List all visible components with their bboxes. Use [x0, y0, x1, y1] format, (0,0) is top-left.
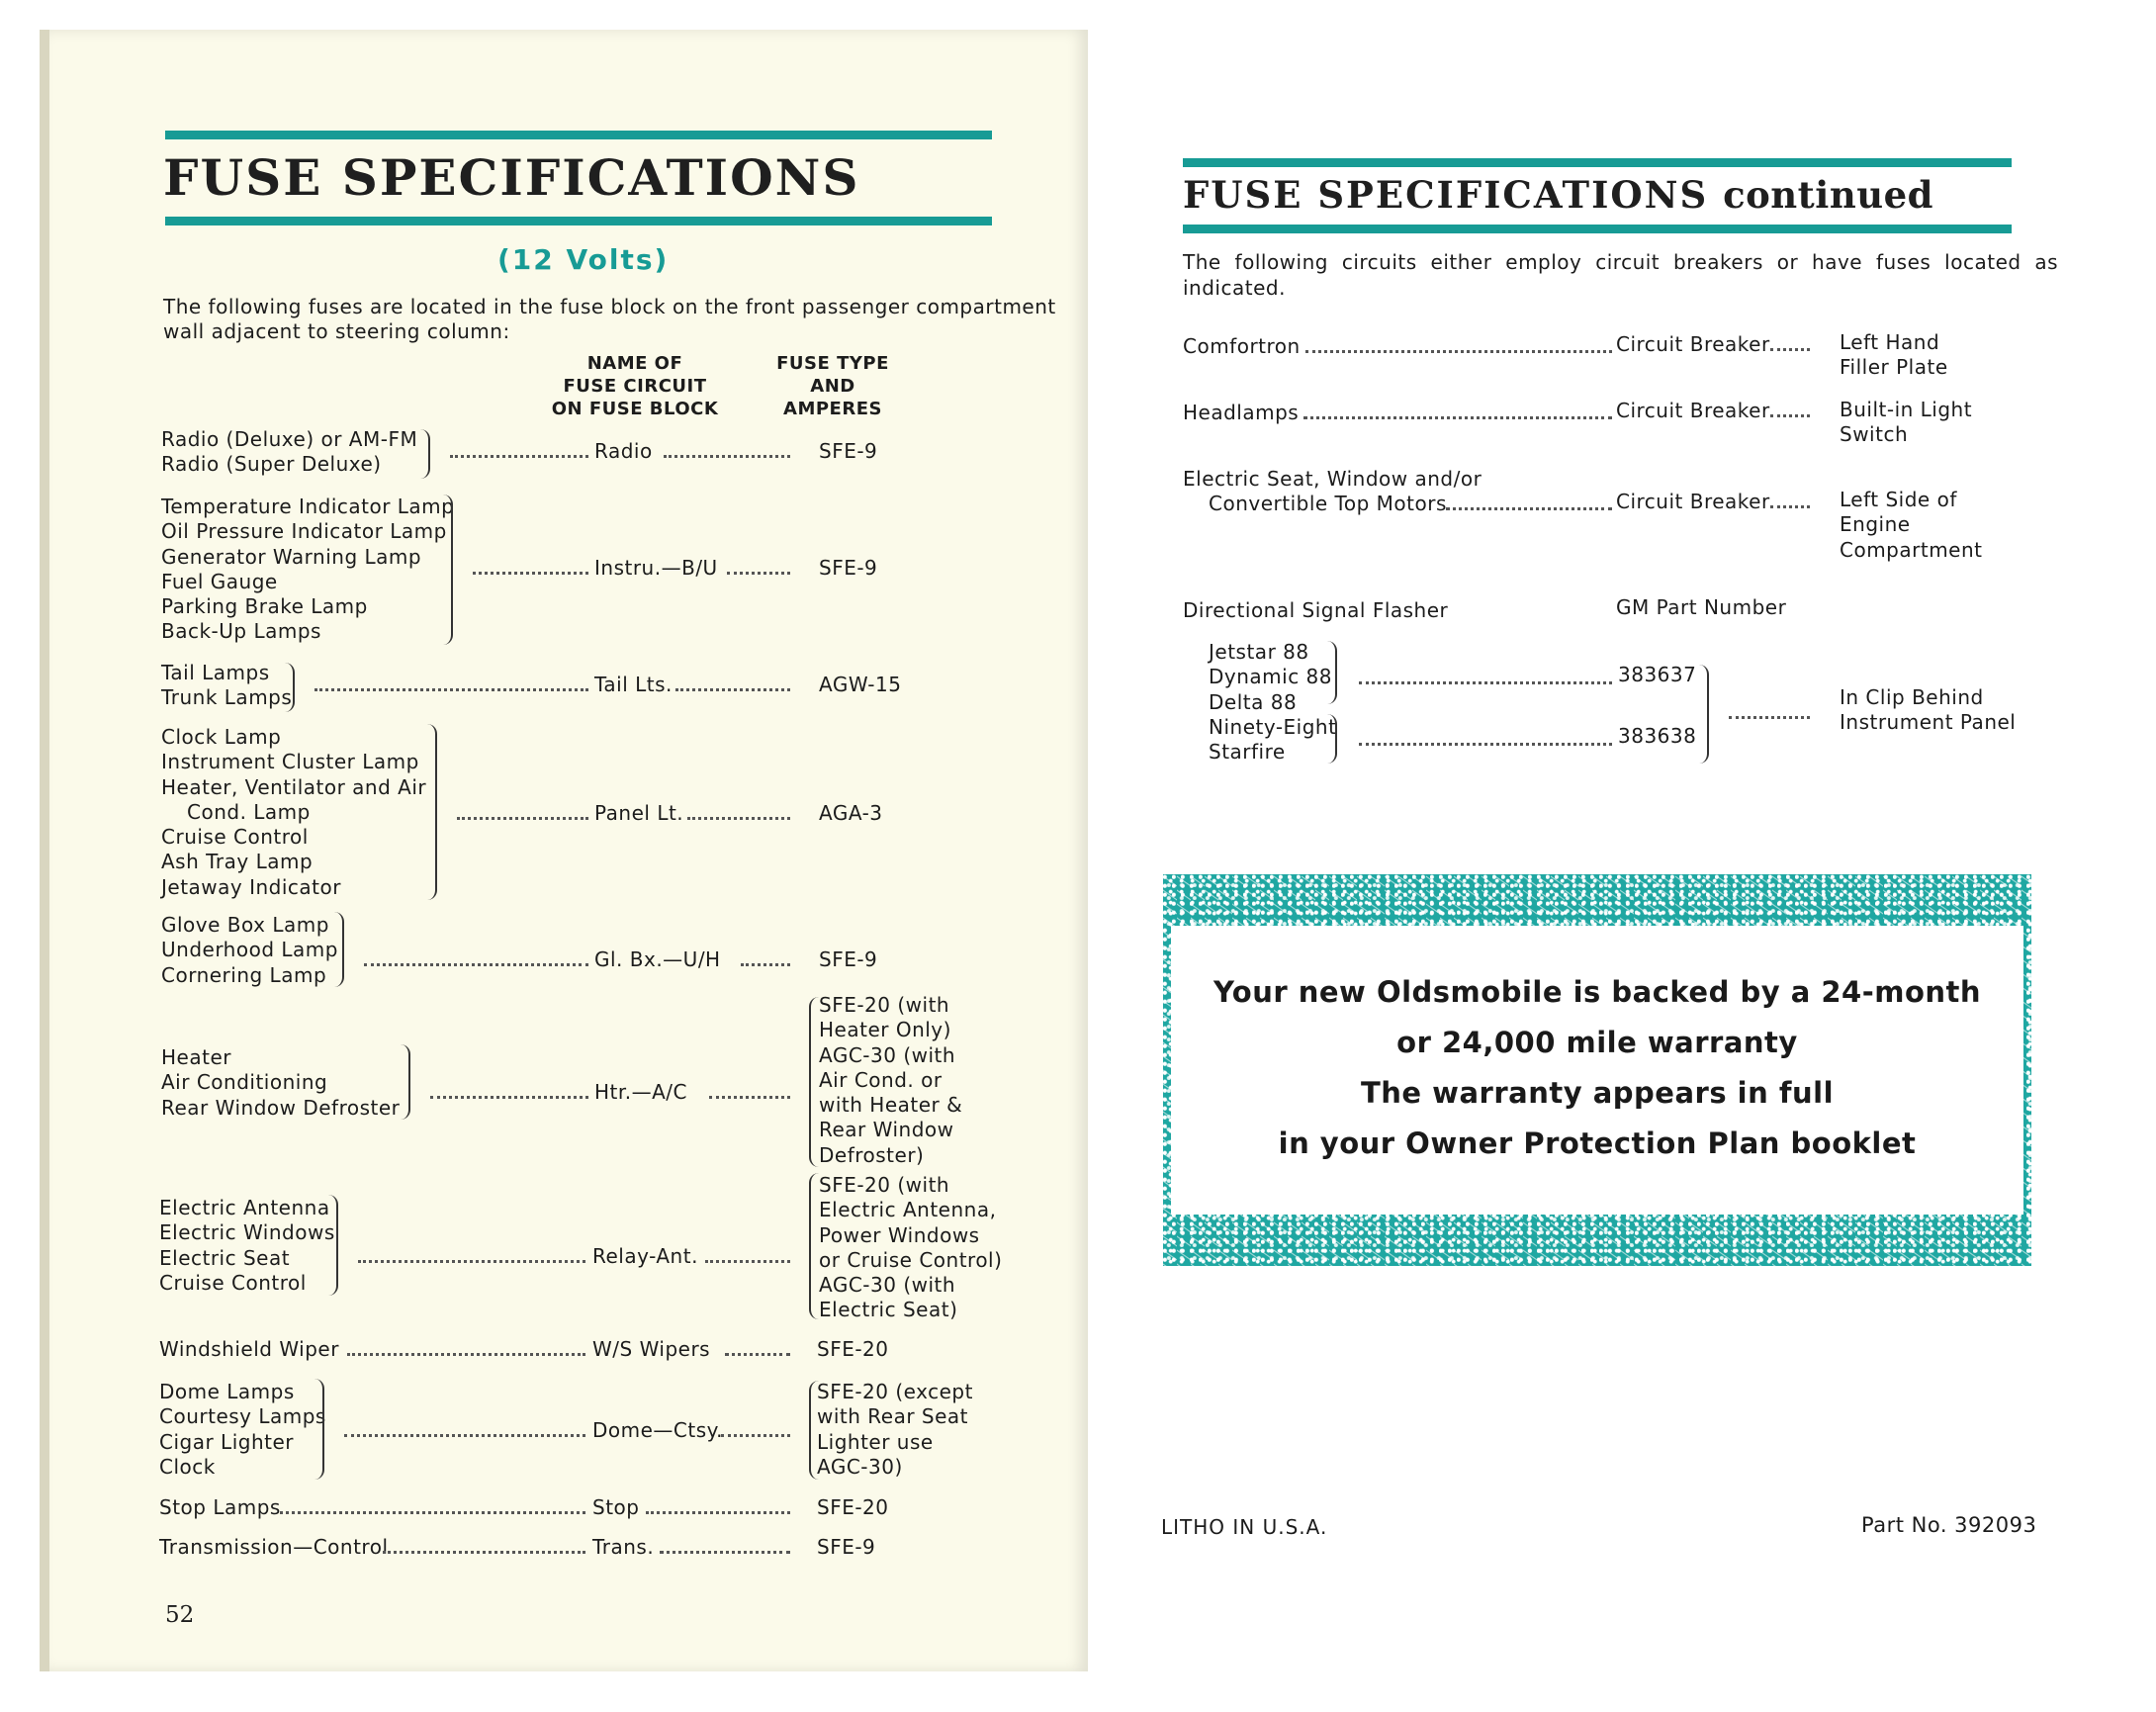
- leader-dots: [675, 688, 790, 691]
- part-number-2: 383638: [1618, 724, 1697, 748]
- brace: [334, 912, 344, 987]
- page-subtitle: (12 Volts): [497, 243, 670, 276]
- intro-line-2: indicated.: [1183, 276, 1286, 300]
- leader-dots: [347, 1353, 585, 1356]
- fuse-row-dome-circuit: Dome—Ctsy.: [592, 1418, 723, 1442]
- fuse-row-trans-circuit: Trans.: [592, 1535, 655, 1559]
- leader-dots: [725, 1353, 790, 1356]
- brace: [314, 1379, 324, 1480]
- leader-dots: [721, 1434, 790, 1437]
- intro-line-1: The following fuses are located in the fuse block on the front passenger compartment: [163, 295, 1056, 318]
- page-title: FUSE SPECIFICATIONS: [163, 148, 860, 207]
- fuse-row-dome-fuse: SFE-20 (except with Rear Seat Lighter use AGC-30): [817, 1380, 973, 1479]
- fuse-row-heater-fuse: SFE-20 (with Heater Only) AGC-30 (with Air Cond. or with Heater & Rear Window Defroster): [819, 993, 963, 1167]
- brace: [1327, 641, 1337, 704]
- leader-dots: [1770, 414, 1810, 417]
- fuse-row-tail-circuit: Tail Lts.: [594, 673, 673, 696]
- fuse-row-trans-items: Transmission—Control: [159, 1535, 389, 1559]
- litho-note: LITHO IN U.S.A.: [1161, 1515, 1328, 1539]
- title-suffix: continued: [1723, 173, 1934, 217]
- title-rule-bottom: [165, 217, 992, 225]
- leader-dots: [1305, 350, 1612, 353]
- brace: [809, 1173, 819, 1319]
- leader-dots: [1359, 681, 1612, 684]
- fuse-row-glove-fuse: SFE-9: [819, 947, 878, 971]
- fuse-row-wiper-circuit: W/S Wipers: [592, 1337, 711, 1361]
- fuse-row-glove-items: Glove Box Lamp Underhood Lamp Cornering Lamp: [161, 913, 338, 987]
- brace: [401, 1044, 410, 1120]
- breaker-electric-seat-type: Circuit Breaker: [1616, 490, 1770, 513]
- fuse-row-instru-circuit: Instru.—B/U: [594, 556, 718, 580]
- fuse-row-relay-items: Electric Antenna Electric Windows Electric Seat Cruise Control: [159, 1196, 335, 1295]
- page-title-continued: [1183, 172, 1933, 218]
- leader-dots: [364, 963, 588, 966]
- fuse-row-relay-fuse: SFE-20 (with Electric Antenna, Power Windows or Cruise Control) AGC-30 (with Electric Seat): [819, 1173, 1003, 1322]
- part-number-1: 383637: [1618, 663, 1697, 686]
- brace: [420, 429, 430, 479]
- leader-dots: [1729, 716, 1810, 719]
- leader-dots: [1770, 505, 1810, 508]
- brace: [328, 1195, 338, 1296]
- part-no: Part No. 392093: [1861, 1513, 2037, 1537]
- breaker-headlamps-type: Circuit Breaker: [1616, 399, 1770, 422]
- leader-dots: [473, 572, 588, 575]
- col-header-name: NAME OF FUSE CIRCUIT ON FUSE BLOCK: [551, 353, 719, 419]
- fuse-row-heater-items: Heater Air Conditioning Rear Window Defroster: [161, 1045, 401, 1120]
- fuse-row-tail-fuse: AGW-15: [819, 673, 902, 696]
- flasher-models: Jetstar 88 Dynamic 88 Delta 88 Ninety-Eight Starfire: [1209, 640, 1337, 765]
- intro-line-1: The following circuits either employ circuit breakers or have fuses located as: [1183, 250, 2059, 274]
- leader-dots: [450, 455, 588, 458]
- brace: [1699, 665, 1709, 764]
- leader-dots: [660, 1551, 790, 1554]
- fuse-row-instru-fuse: SFE-9: [819, 556, 878, 580]
- fuse-row-trans-fuse: SFE-9: [817, 1535, 876, 1559]
- brace: [443, 495, 453, 645]
- leader-dots: [687, 817, 790, 820]
- leader-dots: [430, 1096, 588, 1099]
- leader-dots: [664, 455, 790, 458]
- breaker-headlamps-location: Built-in Light Switch: [1840, 398, 1973, 447]
- leader-dots: [280, 1511, 585, 1514]
- fuse-row-panel-items: Clock Lamp Instrument Cluster Lamp Heater, Ventilator and Air Cond. Lamp Cruise Control Ash Tray Lamp Jetaway Indicator: [161, 725, 427, 899]
- title-rule-top: [165, 131, 992, 139]
- breaker-comfortron-name: Comfortron: [1183, 334, 1301, 358]
- breaker-electric-seat-name: Electric Seat, Window and/or Convertible Top Motors: [1183, 467, 1482, 516]
- leader-dots: [1446, 507, 1612, 510]
- leader-dots: [1303, 416, 1612, 419]
- part-number-label: GM Part Number: [1616, 595, 1787, 619]
- leader-dots: [709, 1096, 790, 1099]
- title-rule-top: [1183, 158, 2012, 167]
- fuse-row-stop-fuse: SFE-20: [817, 1495, 889, 1519]
- page-number: 52: [165, 1602, 195, 1628]
- breaker-comfortron-location: Left Hand Filler Plate: [1840, 330, 1948, 380]
- fuse-row-relay-circuit: Relay-Ant.: [592, 1244, 698, 1268]
- fuse-row-panel-circuit: Panel Lt.: [594, 801, 684, 825]
- brace: [427, 724, 437, 900]
- fuse-row-wiper-items: Windshield Wiper: [159, 1337, 339, 1361]
- title-rule-bottom: [1183, 225, 2012, 233]
- intro-line-2: wall adjacent to steering column:: [163, 319, 510, 343]
- fuse-row-heater-circuit: Htr.—A/C: [594, 1080, 688, 1104]
- leader-dots: [705, 1260, 790, 1263]
- fuse-row-wiper-fuse: SFE-20: [817, 1337, 889, 1361]
- leader-dots: [1770, 348, 1810, 351]
- breaker-comfortron-type: Circuit Breaker: [1616, 332, 1770, 356]
- flasher-label: Directional Signal Flasher: [1183, 598, 1449, 622]
- leader-dots: [314, 688, 588, 691]
- leader-dots: [344, 1434, 585, 1437]
- warranty-text: Your new Oldsmobile is backed by a 24-month or 24,000 mile warranty The warranty appears in full in your Owner Protection Plan booklet: [1213, 975, 1982, 1160]
- fuse-row-tail-items: Tail Lamps Trunk Lamps: [161, 661, 293, 710]
- brace: [1327, 714, 1337, 764]
- flasher-location: In Clip Behind Instrument Panel: [1840, 685, 2017, 735]
- fuse-row-radio-items: Radio (Deluxe) or AM-FM Radio (Super Deluxe): [161, 427, 418, 477]
- fuse-row-radio-circuit: Radio: [594, 439, 653, 463]
- brace: [809, 997, 819, 1167]
- breaker-electric-seat-location: Left Side of Engine Compartment: [1840, 488, 1983, 562]
- leader-dots: [741, 963, 790, 966]
- leader-dots: [727, 572, 790, 575]
- breaker-headlamps-name: Headlamps: [1183, 401, 1300, 424]
- leader-dots: [1359, 743, 1612, 746]
- fuse-row-glove-circuit: Gl. Bx.—U/H: [594, 947, 721, 971]
- fuse-row-radio-fuse: SFE-9: [819, 439, 878, 463]
- leader-dots: [457, 817, 588, 820]
- brace: [285, 663, 295, 712]
- leader-dots: [358, 1260, 585, 1263]
- title-main: FUSE SPECIFICATIONS: [1183, 173, 1709, 217]
- fuse-row-stop-items: Stop Lamps: [159, 1495, 281, 1519]
- fuse-row-instru-items: Temperature Indicator Lamp Oil Pressure Indicator Lamp Generator Warning Lamp Fuel Gauge Parking Brake Lamp Back-Up Lamps: [161, 495, 455, 644]
- fuse-row-panel-fuse: AGA-3: [819, 801, 883, 825]
- col-header-type: FUSE TYPE AND AMPERES: [776, 353, 889, 419]
- leader-dots: [646, 1511, 790, 1514]
- leader-dots: [383, 1551, 585, 1554]
- fuse-row-stop-circuit: Stop: [592, 1495, 640, 1519]
- fuse-row-dome-items: Dome Lamps Courtesy Lamps Cigar Lighter Clock: [159, 1380, 326, 1479]
